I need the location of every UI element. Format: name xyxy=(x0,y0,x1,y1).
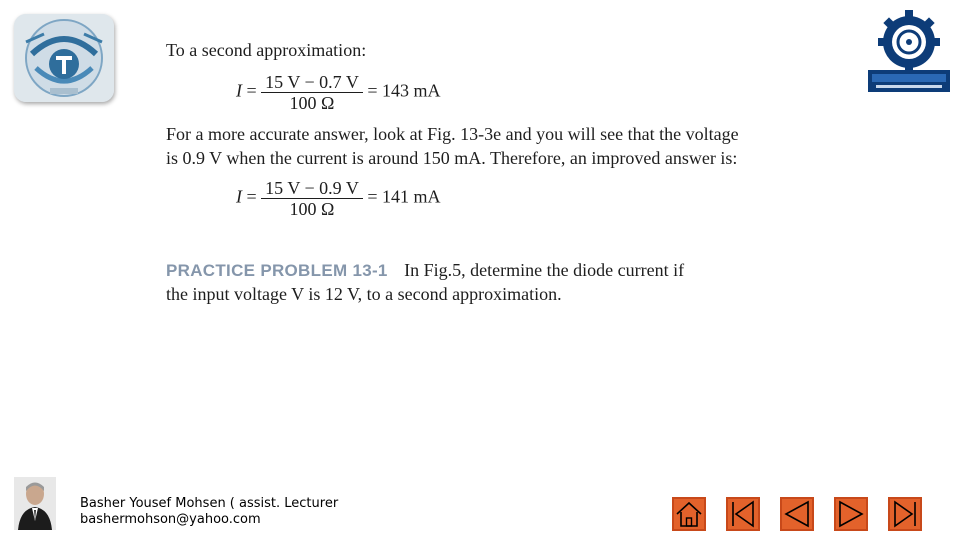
practice-line-1: In Fig.5, determine the diode current if xyxy=(404,260,685,280)
author-email: bashermohson@yahoo.com xyxy=(80,512,261,527)
eq2-variable: I xyxy=(236,186,242,207)
intro-text: To a second approximation: xyxy=(166,40,367,60)
paragraph-line-2: is 0.9 V when the current is around 150 mA. Therefore, an improved answer is: xyxy=(166,148,738,168)
home-button[interactable] xyxy=(672,497,706,531)
equation-1 xyxy=(236,72,441,113)
author-name: Basher Yousef Mohsen ( assist. Lecturer xyxy=(80,496,339,511)
eq1-fraction xyxy=(261,72,363,113)
first-slide-button[interactable] xyxy=(726,497,760,531)
last-slide-button[interactable] xyxy=(888,497,922,531)
eq1-numerator: 15 V − 0.7 V xyxy=(261,72,363,93)
skip-back-icon xyxy=(728,499,758,529)
eq2-numerator: 15 V − 0.9 V xyxy=(261,178,363,199)
university-logo xyxy=(14,14,114,102)
eq2-equals: = xyxy=(246,186,257,207)
eq2-result: = 141 mA xyxy=(367,186,441,207)
eq2-denominator: 100 Ω xyxy=(289,199,335,219)
previous-slide-button[interactable] xyxy=(780,497,814,531)
author-photo xyxy=(14,477,56,530)
equation-2 xyxy=(236,178,441,219)
practice-heading: PRACTICE PROBLEM 13-1 xyxy=(166,261,388,280)
practice-line-2: the input voltage V is 12 V, to a second approximation. xyxy=(166,284,562,304)
eq1-equals: = xyxy=(246,80,257,101)
triangle-right-icon xyxy=(836,499,866,529)
triangle-left-icon xyxy=(782,499,812,529)
eq1-variable: I xyxy=(236,80,242,101)
home-icon xyxy=(674,499,704,529)
college-logo xyxy=(866,8,952,94)
paragraph-line-1: For a more accurate answer, look at Fig. 13-3e and you will see that the voltage xyxy=(166,124,739,144)
next-slide-button[interactable] xyxy=(834,497,868,531)
practice-problem xyxy=(166,258,684,283)
eq2-fraction xyxy=(261,178,363,219)
eq1-result: = 143 mA xyxy=(367,80,441,101)
eq1-denominator: 100 Ω xyxy=(289,93,335,113)
skip-forward-icon xyxy=(890,499,920,529)
